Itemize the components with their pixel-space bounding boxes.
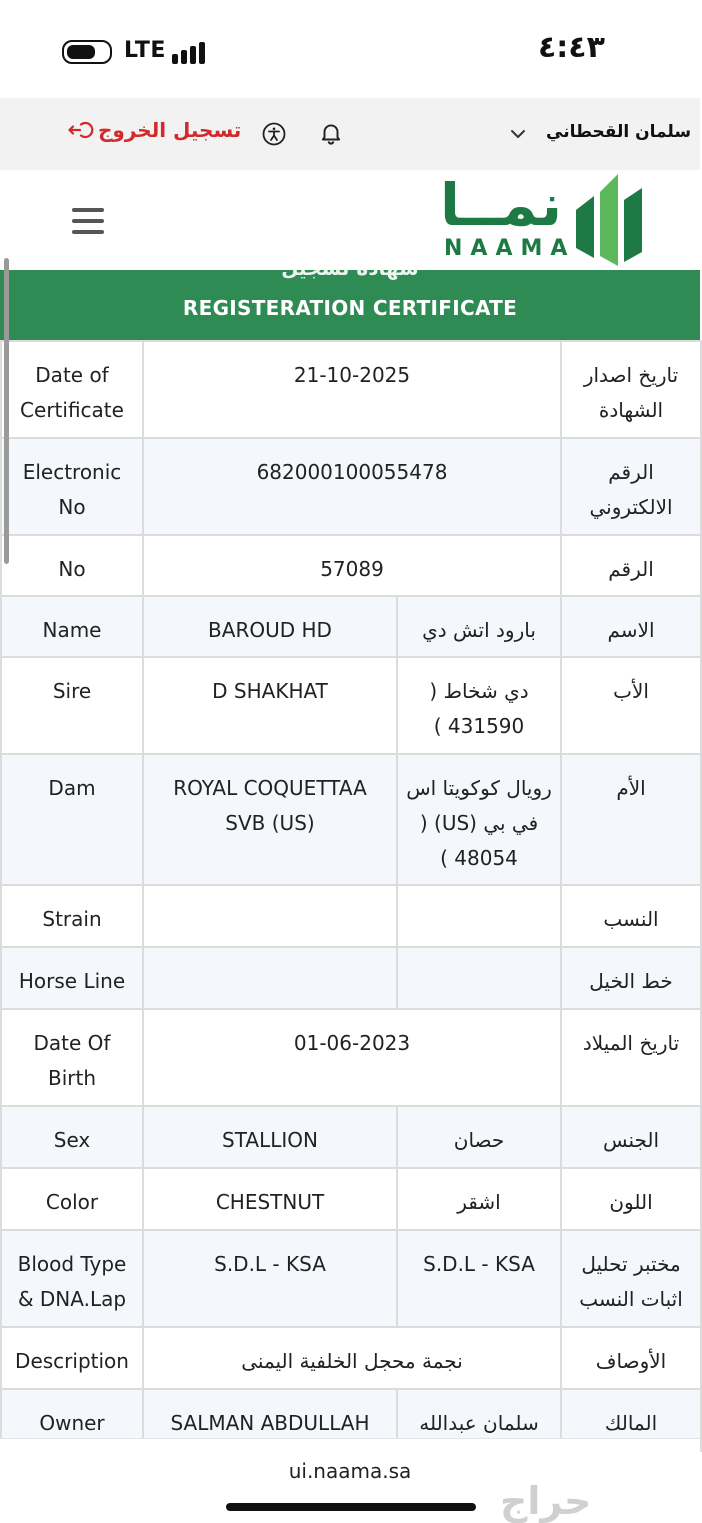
table-row xyxy=(1,596,701,657)
bell-icon[interactable] xyxy=(318,120,344,146)
table-row xyxy=(1,1168,701,1230)
row-label-en: Blood Type & DNA.Lap xyxy=(1,1230,143,1327)
row-value-en xyxy=(143,947,397,1009)
row-value-en: S.D.L - KSA xyxy=(143,1230,397,1327)
row-label-en: Horse Line xyxy=(1,947,143,1009)
logout-button[interactable] xyxy=(66,118,241,142)
row-label-ar: الرقم الالكتروني xyxy=(561,438,701,535)
row-label-ar: الاسم xyxy=(561,596,701,657)
row-label-en: Dam xyxy=(1,754,143,885)
row-label-en: Name xyxy=(1,596,143,657)
certificate-banner xyxy=(0,256,700,340)
row-label-en: Sire xyxy=(1,657,143,754)
table-row xyxy=(1,657,701,754)
row-value-ar: اشقر xyxy=(397,1168,561,1230)
site-header xyxy=(0,170,700,270)
row-value-en: CHESTNUT xyxy=(143,1168,397,1230)
row-value-ar: سلمان عبدالله xyxy=(397,1389,561,1451)
row-value-en: BAROUD HD xyxy=(143,596,397,657)
row-label-ar: الجنس xyxy=(561,1106,701,1168)
row-label-en: Strain xyxy=(1,885,143,947)
table-row xyxy=(1,438,701,535)
row-value-ar: حصان xyxy=(397,1106,561,1168)
certificate-table xyxy=(0,340,702,1452)
chevron-down-icon[interactable] xyxy=(508,124,528,144)
user-name[interactable]: سلمان القحطاني xyxy=(546,122,692,142)
watermark: حراج xyxy=(500,1479,592,1523)
row-label-ar: تاريخ اصدار الشهادة xyxy=(561,341,701,438)
battery-icon xyxy=(62,40,112,64)
row-value: 57089 xyxy=(143,535,561,596)
row-value-ar: دي شخاط ( 431590 ) xyxy=(397,657,561,754)
table-row xyxy=(1,885,701,947)
row-label-ar: مختبر تحليل اثبات النسب xyxy=(561,1230,701,1327)
row-label-ar: الأب xyxy=(561,657,701,754)
logo-english: NAAMA xyxy=(444,236,576,261)
row-value: نجمة محجل الخلفية اليمنى xyxy=(143,1327,561,1389)
table-row xyxy=(1,947,701,1009)
row-value: 682000100055478 xyxy=(143,438,561,535)
table-row xyxy=(1,341,701,438)
row-value-en: SALMAN ABDULLAH xyxy=(143,1389,397,1451)
row-label-ar: اللون xyxy=(561,1168,701,1230)
home-indicator[interactable] xyxy=(226,1503,476,1511)
table-row xyxy=(1,1009,701,1106)
table-row xyxy=(1,535,701,596)
row-label-ar: خط الخيل xyxy=(561,947,701,1009)
row-label-en: Sex xyxy=(1,1106,143,1168)
clock: ٤:٤٣ xyxy=(538,30,605,65)
row-label-ar: الرقم xyxy=(561,535,701,596)
row-value-ar: رويال كوكويتا اس في بي (US) ( 48054 ) xyxy=(397,754,561,885)
row-value-en: ROYAL COQUETTAA SVB (US) xyxy=(143,754,397,885)
url-bar[interactable]: ui.naama.sa xyxy=(288,1459,412,1483)
row-label-en: Owner xyxy=(1,1389,143,1451)
row-label-en: No xyxy=(1,535,143,596)
row-value: 01-06-2023 xyxy=(143,1009,561,1106)
row-label-en: Electronic No xyxy=(1,438,143,535)
table-row xyxy=(1,1230,701,1327)
row-label-ar: الأم xyxy=(561,754,701,885)
accessibility-icon[interactable] xyxy=(262,122,286,146)
row-value-ar: بارود اتش دي xyxy=(397,596,561,657)
table-row xyxy=(1,1327,701,1389)
table-row xyxy=(1,1106,701,1168)
row-label-ar: الأوصاف xyxy=(561,1327,701,1389)
row-value-en: D SHAKHAT xyxy=(143,657,397,754)
status-bar xyxy=(0,0,700,98)
row-value-ar: S.D.L - KSA xyxy=(397,1230,561,1327)
table-row xyxy=(1,754,701,885)
row-label-ar: تاريخ الميلاد xyxy=(561,1009,701,1106)
logout-icon xyxy=(66,118,90,142)
row-value-ar xyxy=(397,885,561,947)
logout-label: تسجيل الخروج xyxy=(98,118,242,142)
row-value-ar xyxy=(397,947,561,1009)
top-toolbar xyxy=(0,98,700,170)
row-label-ar: النسب xyxy=(561,885,701,947)
row-value-en: STALLION xyxy=(143,1106,397,1168)
row-label-ar: المالك xyxy=(561,1389,701,1451)
signal-icon xyxy=(170,40,210,64)
row-label-en: Color xyxy=(1,1168,143,1230)
menu-icon[interactable] xyxy=(72,208,106,234)
logo-arabic: نمــا xyxy=(440,171,563,239)
row-label-en: Date Of Birth xyxy=(1,1009,143,1106)
browser-footer xyxy=(0,1438,700,1522)
row-label-en: Date of Certificate xyxy=(1,341,143,438)
naama-logo-icon xyxy=(572,170,652,270)
row-value: 21-10-2025 xyxy=(143,341,561,438)
banner-arabic-title: شهادة تسجيل xyxy=(281,256,419,280)
carrier-label: LTE xyxy=(124,38,166,63)
banner-english-title: REGISTERATION CERTIFICATE xyxy=(182,296,518,320)
scrollbar[interactable] xyxy=(4,258,9,564)
row-label-en: Description xyxy=(1,1327,143,1389)
row-value-en xyxy=(143,885,397,947)
